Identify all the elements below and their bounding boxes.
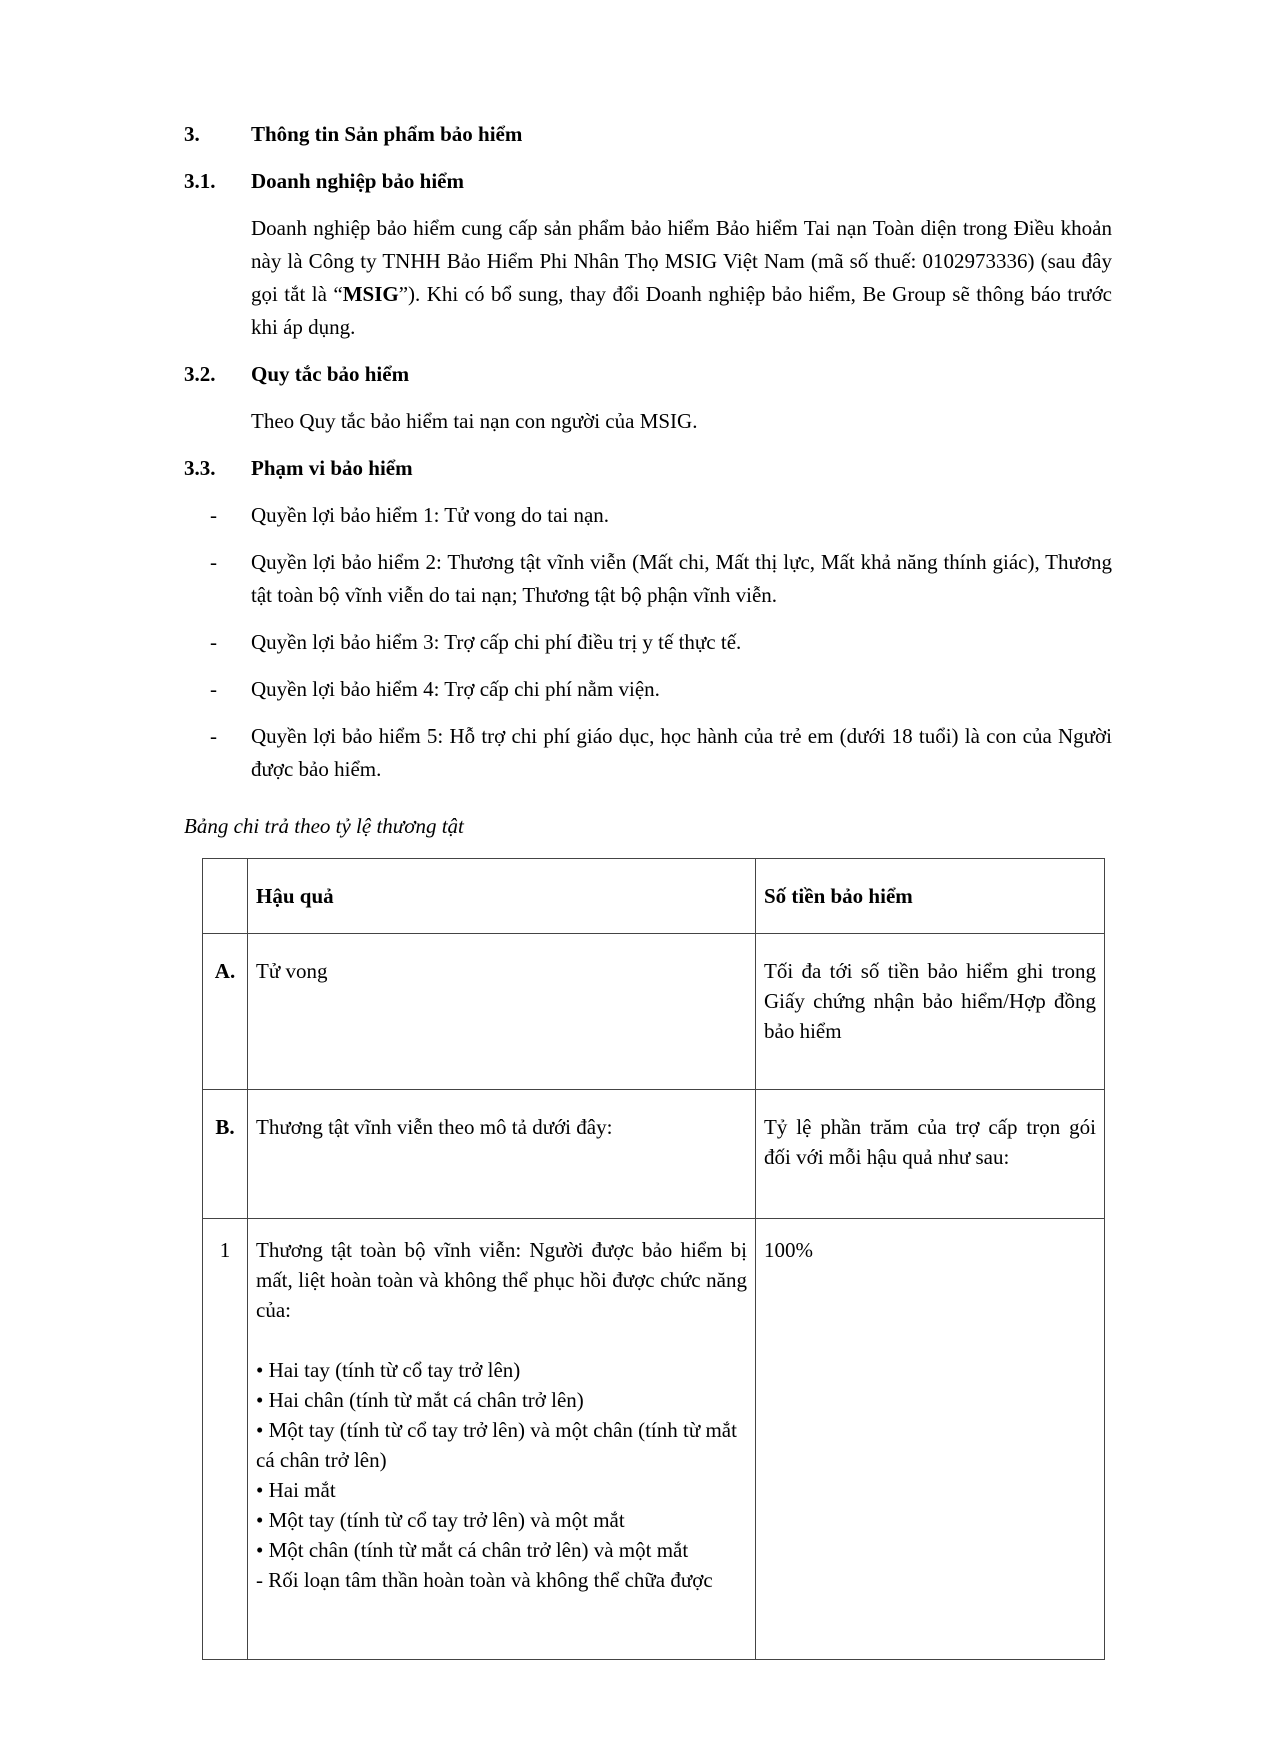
consequence-intro: Thương tật toàn bộ vĩnh viễn: Người được bảo hiểm bị mất, liệt hoàn toàn và không thể phục hồi được chức năng của: [256,1238,747,1322]
detail-line: • Một tay (tính từ cổ tay trở lên) và một mắt [256,1508,625,1532]
section-number: 3.2. [184,362,216,386]
list-item-benefit-2 [184,546,1112,612]
table-row-a [203,934,1105,1090]
dash-marker: - [210,503,217,527]
benefit-list [184,499,1112,786]
section-title: Quy tắc bảo hiểm [251,362,410,386]
section-title: Doanh nghiệp bảo hiểm [251,169,464,193]
section-title: Phạm vi bảo hiểm [251,456,413,480]
header-cell-consequence: Hậu quả [248,859,756,934]
list-item-benefit-1 [184,499,1112,532]
amount-cell: Tỷ lệ phần trăm của trợ cấp trọn gói đối với mỗi hậu quả như sau: [756,1090,1105,1219]
consequence-cell: Thương tật vĩnh viễn theo mô tả dưới đây: [248,1090,756,1219]
list-item-text: Quyền lợi bảo hiểm 3: Trợ cấp chi phí điều trị y tế thực tế. [251,630,742,654]
dash-marker: - [210,550,217,574]
dash-marker: - [210,724,217,748]
section-3-2-paragraph: Theo Quy tắc bảo hiểm tai nạn con người của MSIG. [251,409,698,433]
list-item-text: Quyền lợi bảo hiểm 1: Tử vong do tai nạn. [251,503,610,527]
table-row-1 [203,1219,1105,1660]
list-item-text: Quyền lợi bảo hiểm 4: Trợ cấp chi phí nằm viện. [251,677,660,701]
header-cell-amount: Số tiền bảo hiểm [756,859,1105,934]
detail-line: • Một chân (tính từ mắt cá chân trở lên) và một mắt [256,1538,689,1562]
row-id-cell: A. [203,934,248,1090]
detail-line: • Một tay (tính từ cổ tay trở lên) và một chân (tính từ mắt cá chân trở lên) [256,1418,737,1472]
table-row-b [203,1090,1105,1219]
detail-line: • Hai tay (tính từ cổ tay trở lên) [256,1358,521,1382]
msig-abbreviation: MSIG [342,282,399,306]
amount-cell: Tối đa tới số tiền bảo hiểm ghi trong Giấy chứng nhận bảo hiểm/Hợp đồng bảo hiểm [756,934,1105,1090]
section-number: 3.3. [184,456,216,480]
section-3-1-heading [184,165,1112,198]
detail-line: • Hai mắt [256,1478,336,1502]
section-title: Thông tin Sản phẩm bảo hiểm [251,122,523,146]
consequence-cell [248,1219,756,1660]
list-item-benefit-5 [184,720,1112,786]
header-cell-empty [203,859,248,934]
dash-marker: - [210,630,217,654]
paragraph-text: Doanh nghiệp bảo hiểm cung cấp sản phẩm bảo hiểm Bảo hiểm Tai nạn Toàn diện trong Điều khoản này là Công ty TNHH Bảo Hiểm Phi Nhân Thọ MSIG Việt Nam (mã số thuế: 0102973336) (sau đây gọi tắt là “ [251,216,1112,306]
consequence-cell: Tử vong [248,934,756,1090]
list-item-benefit-3 [184,626,1112,659]
list-item-text: Quyền lợi bảo hiểm 5: Hỗ trợ chi phí giáo dục, học hành của trẻ em (dưới 18 tuổi) là con của Người được bảo hiểm. [251,724,1112,781]
detail-line: - Rối loạn tâm thần hoàn toàn và không thể chữa được [256,1568,713,1592]
detail-line: • Hai chân (tính từ mắt cá chân trở lên) [256,1388,584,1412]
section-number: 3. [184,122,200,146]
row-id-cell: 1 [203,1219,248,1660]
list-item-text: Quyền lợi bảo hiểm 2: Thương tật vĩnh viễn (Mất chi, Mất thị lực, Mất khả năng thính giác), Thương tật toàn bộ vĩnh viễn do tai nạn; Thương tật bộ phận vĩnh viễn. [251,550,1112,607]
document-content [184,118,1112,1660]
list-item-benefit-4 [184,673,1112,706]
consequence-details [256,1355,747,1595]
payout-table [202,858,1105,1660]
section-3-3-heading [184,452,1112,485]
section-3-1-paragraph [251,212,1112,344]
table-header-row [203,859,1105,934]
dash-marker: - [210,677,217,701]
paragraph-text: ”). Khi có bổ sung, thay đổi Doanh nghiệp bảo hiểm, Be Group sẽ thông báo trước khi áp dụng. [251,282,1112,339]
amount-cell: 100% [756,1219,1105,1660]
section-number: 3.1. [184,169,216,193]
table-caption: Bảng chi trả theo tỷ lệ thương tật [184,814,464,838]
row-id-cell: B. [203,1090,248,1219]
section-3-heading [184,118,1112,151]
section-3-2-heading [184,358,1112,391]
